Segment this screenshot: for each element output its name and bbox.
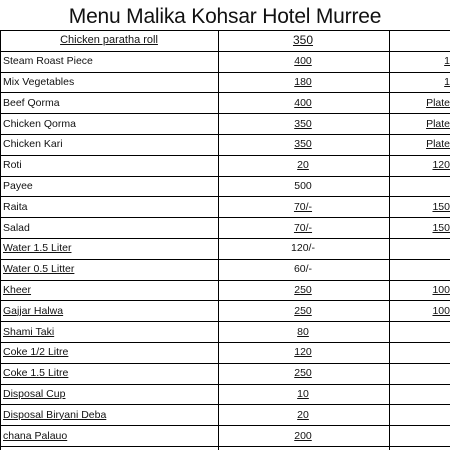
table-row — [0, 217, 450, 238]
table-row — [0, 72, 450, 93]
row-divider — [0, 134, 450, 135]
table-row — [0, 280, 450, 301]
table-row — [0, 425, 450, 446]
table-row — [0, 51, 450, 72]
item-name: Salad — [3, 221, 30, 234]
item-name: Water 0.5 Litter — [3, 263, 75, 276]
table-row — [0, 384, 450, 405]
item-qty — [390, 425, 450, 446]
item-price: 200 — [294, 429, 312, 442]
item-qty — [390, 404, 450, 425]
row-divider — [0, 155, 450, 156]
item-qty: 150 — [432, 221, 450, 234]
item-qty — [390, 321, 450, 342]
item-price: 180 — [294, 75, 312, 88]
row-divider — [0, 113, 450, 114]
row-divider — [0, 196, 450, 197]
item-qty: Plate — [426, 138, 450, 151]
table-row — [0, 113, 450, 134]
item-name: Gajjar Halwa — [3, 304, 64, 317]
table-row — [0, 176, 450, 197]
row-divider — [0, 217, 450, 218]
item-qty — [390, 342, 450, 363]
item-qty — [390, 176, 450, 197]
item-qty: 100 — [432, 283, 450, 296]
item-name: Water 1.5 Liter — [3, 242, 72, 255]
row-divider — [0, 51, 450, 52]
item-price: 120/- — [291, 242, 315, 255]
table-row — [0, 238, 450, 259]
header-qty — [390, 30, 450, 51]
item-name: Kheer — [3, 283, 32, 296]
item-price: 70/- — [293, 221, 313, 234]
item-qty — [390, 238, 450, 259]
item-qty: 150 — [432, 200, 450, 213]
item-price: 120 — [294, 346, 312, 359]
item-price: 70/- — [293, 200, 313, 213]
item-price: 250 — [294, 283, 312, 296]
item-price: 250 — [294, 304, 312, 317]
table-row — [0, 363, 450, 384]
item-price: 400 — [294, 96, 312, 109]
item-name: Beef Qorma — [3, 96, 60, 109]
menu-title: Menu Malika Kohsar Hotel Murree — [68, 5, 382, 28]
item-price: 400 — [294, 55, 312, 68]
item-name: Disposal Biryani Deba — [3, 408, 107, 421]
item-name: Coke 1.5 Litre — [3, 367, 69, 380]
item-qty: 1 — [444, 55, 450, 68]
item-name: Roti — [3, 159, 22, 172]
item-qty: 100 — [432, 304, 450, 317]
table-row — [0, 321, 450, 342]
row-divider — [0, 384, 450, 385]
item-price: 60/- — [293, 263, 313, 276]
item-name: Raita — [3, 200, 28, 213]
item-name: Payee — [3, 179, 33, 192]
row-divider — [0, 176, 450, 177]
header-item: Chicken paratha roll — [60, 34, 158, 47]
item-name: Steam Roast Piece — [3, 55, 93, 68]
row-divider — [0, 446, 450, 447]
row-divider — [0, 425, 450, 426]
item-price: 80 — [297, 325, 309, 338]
item-price: 20 — [297, 408, 309, 421]
item-price: 350 — [294, 138, 312, 151]
item-name: chana Palauo — [3, 429, 68, 442]
item-name: Mix Vegetables — [3, 75, 75, 88]
item-name: Disposal Cup — [3, 387, 66, 400]
item-qty — [390, 384, 450, 405]
row-divider — [0, 280, 450, 281]
item-qty — [390, 363, 450, 384]
item-qty: 1 — [444, 75, 450, 88]
row-divider — [0, 92, 450, 93]
column-divider — [0, 30, 1, 450]
item-price: 350 — [294, 117, 312, 130]
row-divider — [0, 321, 450, 322]
item-price: 20 — [297, 159, 309, 172]
item-price: 250 — [294, 367, 312, 380]
item-price: 10 — [297, 387, 309, 400]
item-qty: Plate — [426, 96, 450, 109]
item-qty — [390, 259, 450, 280]
item-qty: 120 — [432, 159, 450, 172]
table-row — [0, 92, 450, 113]
table-row — [0, 155, 450, 176]
row-divider — [0, 72, 450, 73]
row-divider — [0, 363, 450, 364]
row-divider — [0, 342, 450, 343]
row-divider — [0, 404, 450, 405]
row-divider — [0, 300, 450, 301]
column-divider — [389, 30, 390, 450]
table-row — [0, 342, 450, 363]
item-name: Shami Taki — [3, 325, 55, 338]
table-row — [0, 259, 450, 280]
menu-table — [0, 30, 450, 450]
item-qty: Plate — [426, 117, 450, 130]
row-divider — [0, 30, 450, 31]
item-name: Chicken Kari — [3, 138, 63, 151]
row-divider — [0, 259, 450, 260]
table-row — [0, 134, 450, 155]
item-price: 500 — [294, 179, 312, 192]
column-divider — [218, 30, 219, 450]
table-row — [0, 404, 450, 425]
row-divider — [0, 238, 450, 239]
header-row — [0, 30, 450, 51]
table-row — [0, 300, 450, 321]
header-price: 350 — [292, 33, 314, 48]
table-row — [0, 196, 450, 217]
item-name: Coke 1/2 Litre — [3, 346, 69, 359]
item-name: Chicken Qorma — [3, 117, 76, 130]
